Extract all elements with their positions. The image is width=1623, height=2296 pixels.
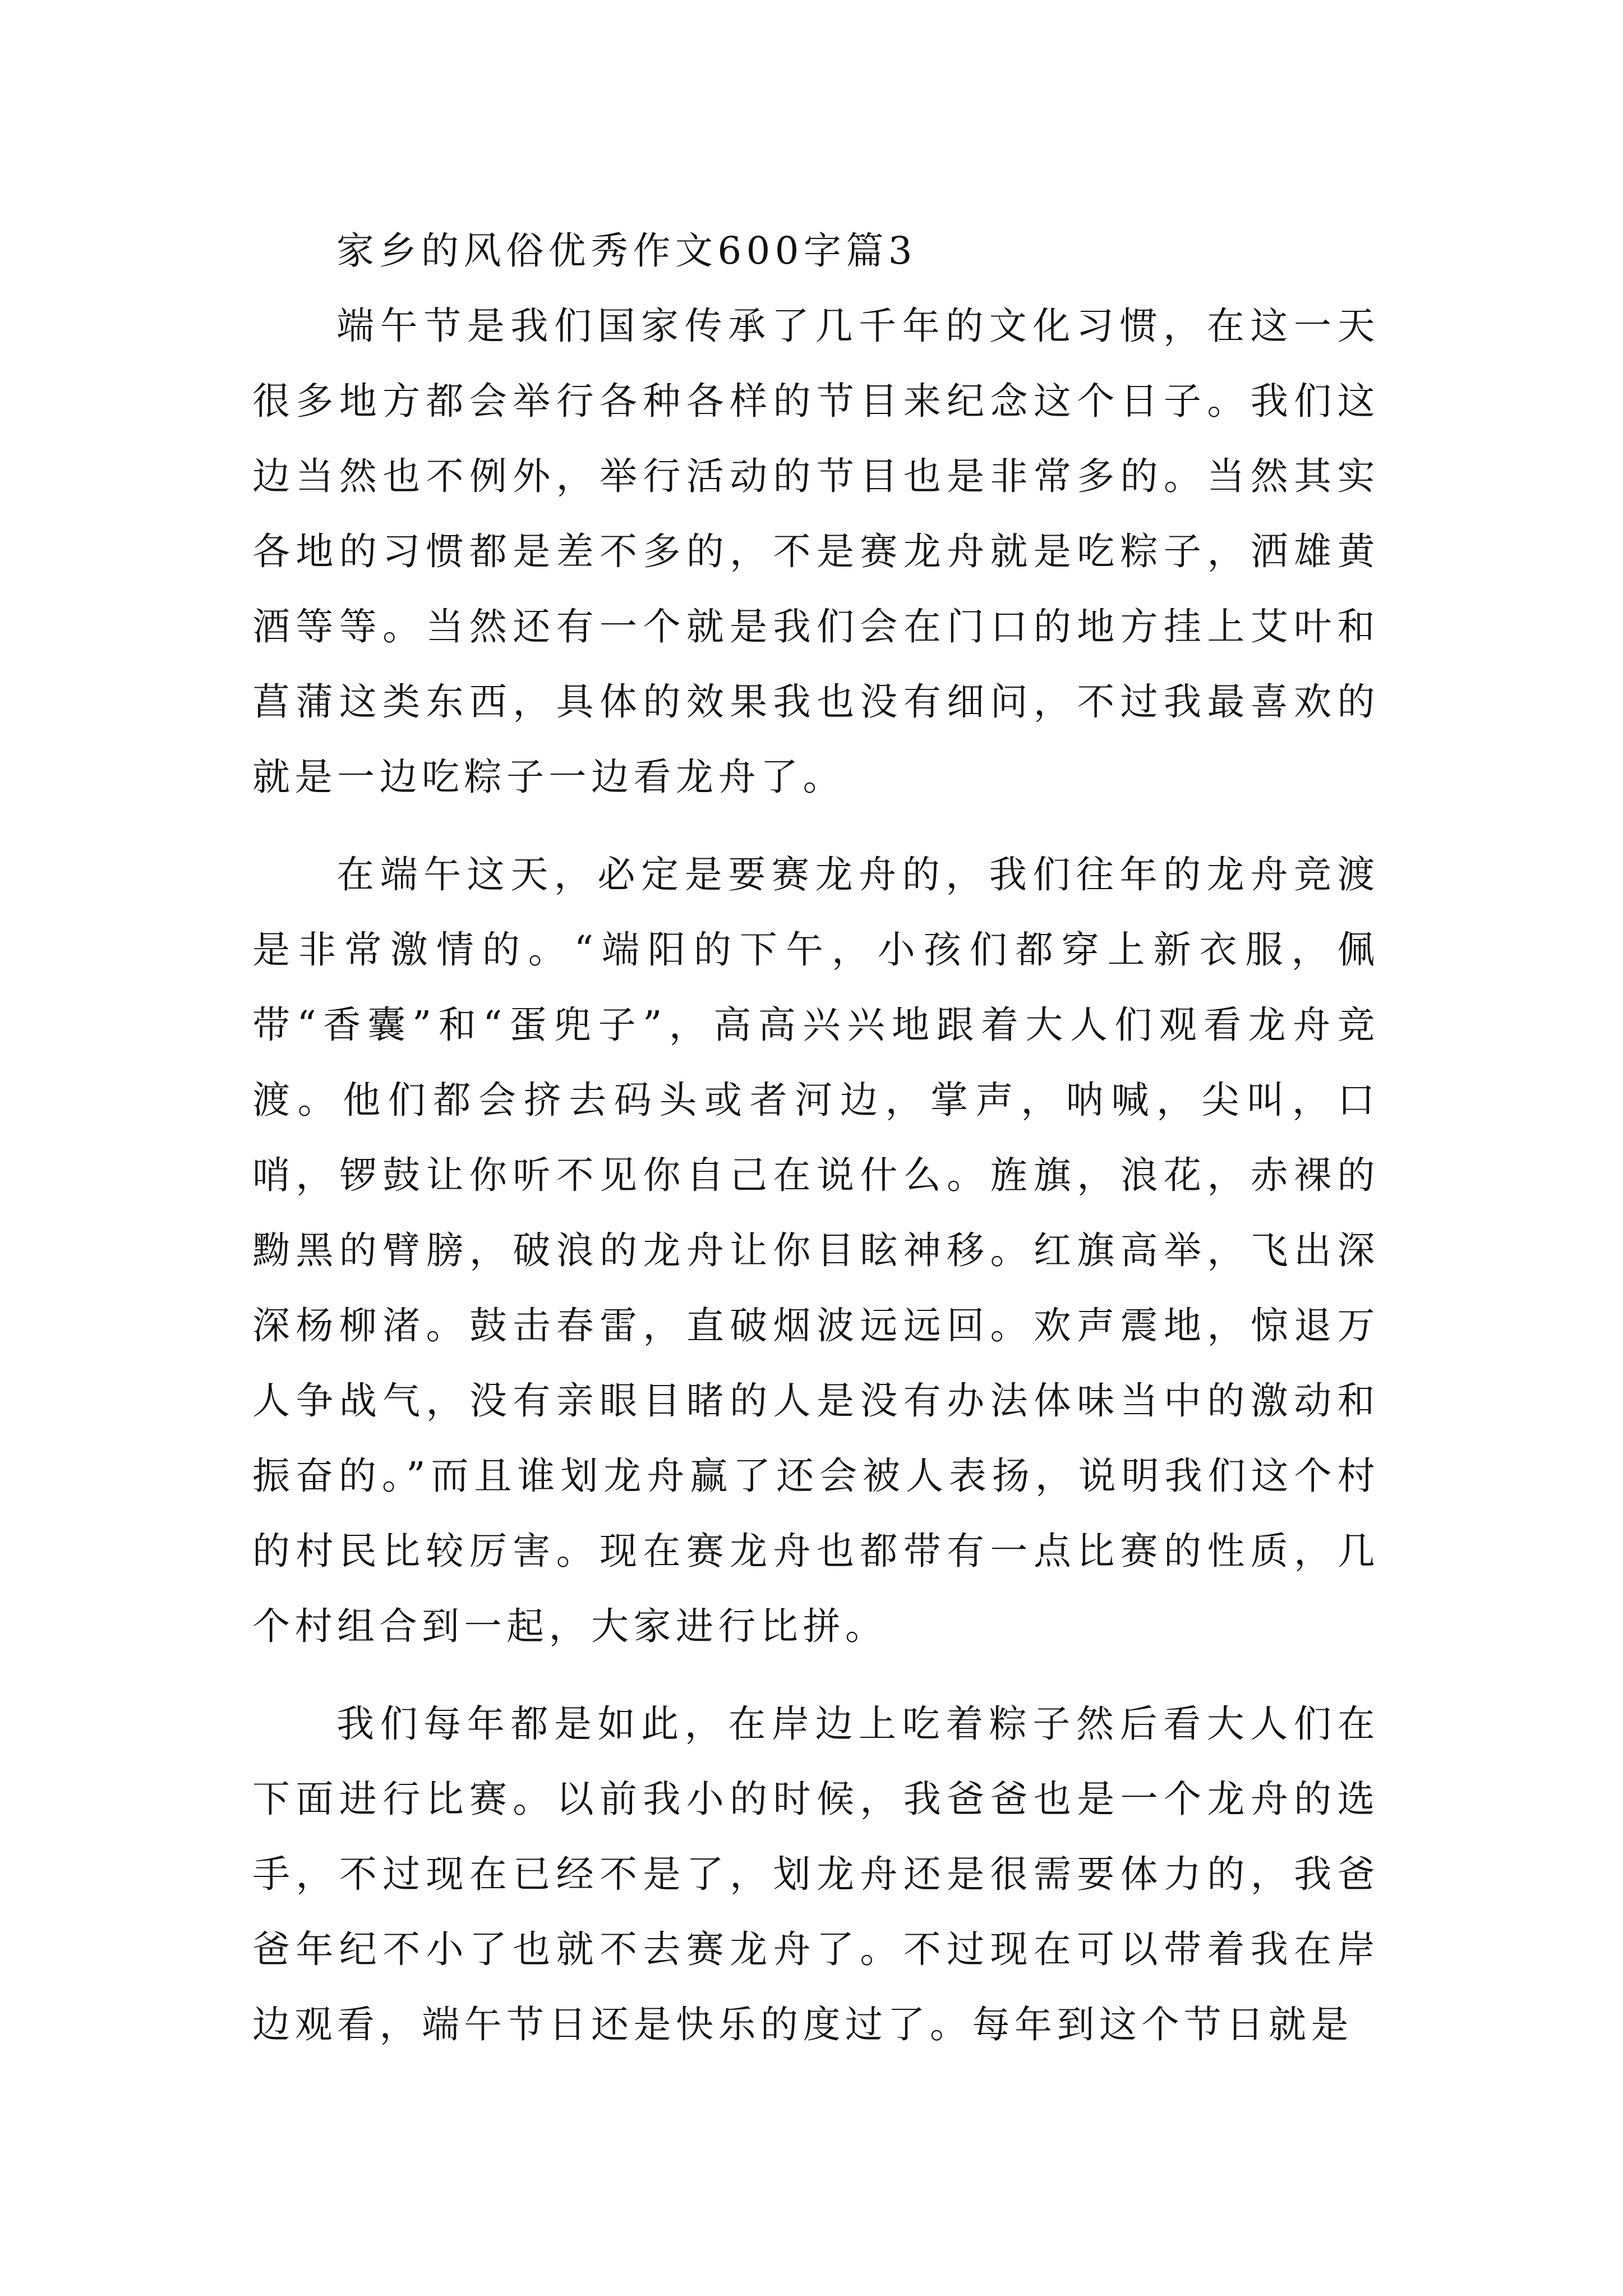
- essay-heading: 家乡的风俗优秀作文600字篇3: [336, 229, 917, 273]
- paragraph-1: 端午节是我们国家传承了几千年的文化习惯，在这一天很多地方都会举行各种各样的节目来纪念这个日子。我们这边当然也不例外，举行活动的节目也是非常多的。当然其实各地的习惯都是差不多的，不是赛龙舟就是吃粽子，洒雄黄酒等等。当然还有一个就是我们会在门口的地方挂上艾叶和菖蒲这类东西，具体的效果我也没有细问，不过我最喜欢的就是一边吃粽子一边看龙舟了。: [252, 304, 1380, 799]
- paragraph-2: 在端午这天，必定是要赛龙舟的，我们往年的龙舟竞渡是非常激情的。“端阳的下午，小孩们都穿上新衣服，佩带“香囊”和“蛋兜子”，高高兴兴地跟着大人们观看龙舟竞渡。他们都会挤去码头或者河边，掌声，呐喊，尖叫，口哨，锣鼓让你听不见你自己在说什么。旌旗，浪花，赤裸的黝黑的臂膀，破浪的龙舟让你目眩神移。红旗高举，飞出深深杨柳渚。鼓击春雷，直破烟波远远回。欢声震地，惊退万人争战气，没有亲眼目睹的人是没有办法体味当中的激动和振奋的。”而且谁划龙舟赢了还会被人表扬，说明我们这个村的村民比较厉害。现在赛龙舟也都带有一点比赛的性质，几个村组合到一起，大家进行比拼。: [252, 853, 1380, 1648]
- paragraph-3: 我们每年都是如此，在岸边上吃着粽子然后看大人们在下面进行比赛。以前我小的时候，我爸爸也是一个龙舟的选手，不过现在已经不是了，划龙舟还是很需要体力的，我爸爸年纪不小了也就不去赛龙舟了。不过现在可以带着我在岸边观看，端午节日还是快乐的度过了。每年到这个节日就是: [252, 1702, 1380, 2046]
- document-body: [252, 213, 1380, 2062]
